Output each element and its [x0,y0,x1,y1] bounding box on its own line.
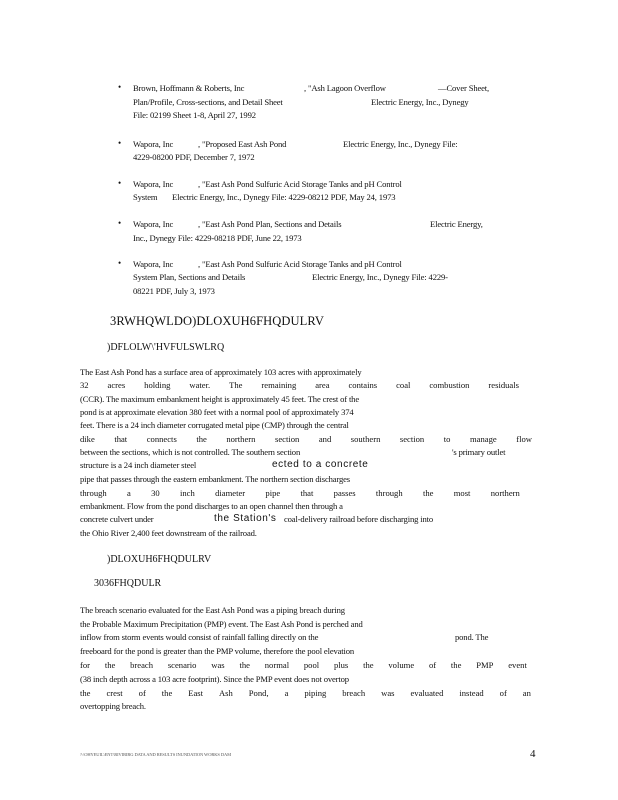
paragraph-line: inflow from storm events would consist of rainfall falling directly on the [80,632,319,642]
word: water. [189,380,211,390]
subsection-heading: )DFLOLW\'HVFULSWLRQ [107,342,225,353]
word: section [399,434,425,444]
word: the [161,688,173,698]
word: 30 [151,488,160,498]
word: area [315,380,330,390]
word: southern [350,434,381,444]
word: section [274,434,300,444]
word: through [375,488,403,498]
word: Ash [218,688,233,698]
word: northern [226,434,256,444]
reference-text: 08221 PDF, July 3, 1973 [133,286,215,296]
paragraph-line [80,434,532,444]
word: remaining [261,380,297,390]
word: a [127,488,131,498]
word: plus [333,660,349,670]
paragraph-line: the Ohio River 2,400 feet downstream of the railroad. [80,528,257,538]
reference-text: Electric Energy, Inc., Dynegy File: [343,139,458,149]
paragraph-line: ected to a concrete [272,459,369,470]
word: the [239,660,250,670]
word: and [318,434,332,444]
word: piping [304,688,327,698]
word: scenario [167,660,197,670]
bullet: • [118,258,122,268]
paragraph-line: concrete culvert under [80,514,154,524]
word: diameter [215,488,246,498]
word: East [188,688,204,698]
page-number: 4 [530,748,536,760]
paragraph-line: freeboard for the pond is greater than the PMP volume, therefore the pool elevation [80,646,355,656]
reference-text: —Cover Sheet, [438,83,490,93]
paragraph-line: the Probable Maximum Precipitation (PMP) event. The East Ash Pond is perched and [80,619,363,629]
bullet: • [118,178,122,188]
word: a [284,688,289,698]
word: for [80,660,91,670]
paragraph-line [80,660,527,670]
paragraph-line: between the sections, which is not controlled. The southern section [80,447,301,457]
word: most [453,488,471,498]
reference-title: , "East Ash Pond Plan, Sections and Details [198,219,342,229]
word: pipe [265,488,281,498]
word: passes [333,488,356,498]
reference-text: Electric Energy, Inc., Dynegy File: 4229-08212 PDF, May 24, 1973 [172,192,396,202]
word: breach [342,688,366,698]
reference-author: Wapora, Inc [133,139,174,149]
bullet: • [118,82,122,92]
word: an [522,688,531,698]
word: manage [469,434,497,444]
reference-text: Electric Energy, [430,219,483,229]
paragraph-line: pipe that passes through the eastern embankment. The northern section discharges [80,474,351,484]
reference-text: Electric Energy, Inc., Dynegy [371,97,469,107]
reference-text: Plan/Profile, Cross-sections, and Detail Sheet [133,97,283,107]
reference-title: , "Ash Lagoon Overflow [304,83,386,93]
word: pool [303,660,320,670]
reference-author: Wapora, Inc [133,179,174,189]
reference-text: Inc., Dynegy File: 4229-08218 PDF, June 22, 1973 [133,233,302,243]
subsection-heading: 3036FHQDULR [94,578,162,589]
paragraph-line: the Station's [214,513,277,524]
paragraph-line [80,488,520,498]
word: The [229,380,243,390]
word: northern [490,488,520,498]
word: combustion [429,380,470,390]
word: the [450,660,462,670]
word: normal [264,660,290,670]
word: breach [130,660,154,670]
paragraph-line: 's primary outlet [452,447,506,457]
word: 32 [80,380,89,390]
reference-text: 4229-08200 PDF, December 7, 1972 [133,152,255,162]
footer-path: ?:\OHYEUIL\ENT\RIVIRIRG DATA AND RESULTS INUNDATION WORKS DAM [80,752,232,757]
paragraph-line: (38 inch depth across a 103 acre footprint). Since the PMP event does not overtop [80,674,349,684]
word: the [196,434,207,444]
reference-text: System Plan, Sections and Details [133,272,246,282]
reference-author: Wapora, Inc [133,259,174,269]
word: the [422,488,434,498]
word: of [138,688,146,698]
word: evaluated [410,688,444,698]
paragraph-line: embankment. Flow from the pond discharges to an open channel then through a [80,501,343,511]
word: acres [107,380,126,390]
word: of [428,660,437,670]
word: coal [396,380,411,390]
word: Pond, [248,688,269,698]
word: was [381,688,395,698]
reference-text: Electric Energy, Inc., Dynegy File: 4229- [312,272,448,282]
word: contains [348,380,378,390]
paragraph-line: coal-delivery railroad before discharging into [284,514,434,524]
reference-text: System [133,192,158,202]
reference-title: , "East Ash Pond Sulfuric Acid Storage Tanks and pH Control [198,179,402,189]
paragraph-line: structure is a 24 inch diameter steel [80,460,197,470]
word: to [443,434,451,444]
word: of [499,688,507,698]
paragraph-line: pond. The [455,632,489,642]
word: that [300,488,314,498]
reference-text: File: 02199 Sheet 1-8, April 27, 1992 [133,110,256,120]
word: the [80,688,91,698]
word: holding [144,380,171,390]
word: inch [180,488,195,498]
word: event [508,660,527,670]
word: was [211,660,225,670]
word: residuals [488,380,519,390]
word: instead [459,688,484,698]
word: the [363,660,374,670]
bullet: • [118,218,122,228]
word: the [104,660,116,670]
reference-author: Wapora, Inc [133,219,174,229]
bullet: • [118,138,122,148]
reference-title: , "East Ash Pond Sulfuric Acid Storage Tanks and pH Control [198,259,402,269]
paragraph-line: overtopping breach. [80,701,146,711]
word: flow [516,434,532,444]
paragraph-line: The breach scenario evaluated for the East Ash Pond was a piping breach during [80,605,345,615]
paragraph-line: feet. There is a 24 inch diameter corrugated metal pipe (CMP) through the central [80,420,349,430]
paragraph-line [80,380,519,390]
word: PMP [476,660,494,670]
word: connects [146,434,177,444]
paragraph-line: pond is at approximate elevation 380 feet with a normal pool of approximately 374 [80,407,354,417]
word: dike [80,434,95,444]
subsection-heading: )DLOXUH6FHQDULRV [107,554,212,565]
word: through [80,488,107,498]
reference-author: Brown, Hoffmann & Roberts, Inc [133,83,245,93]
word: volume [388,660,415,670]
paragraph-line: The East Ash Pond has a surface area of approximately 103 acres with approximately [80,367,362,377]
paragraph-line: (CCR). The maximum embankment height is approximately 45 feet. The crest of the [80,394,359,404]
word: crest [106,688,123,698]
paragraph-line [80,688,531,698]
section-heading: 3RWHQWLDO)DLOXUH6FHQDULRV [110,314,324,328]
reference-title: , "Proposed East Ash Pond [198,139,287,149]
word: that [114,434,128,444]
